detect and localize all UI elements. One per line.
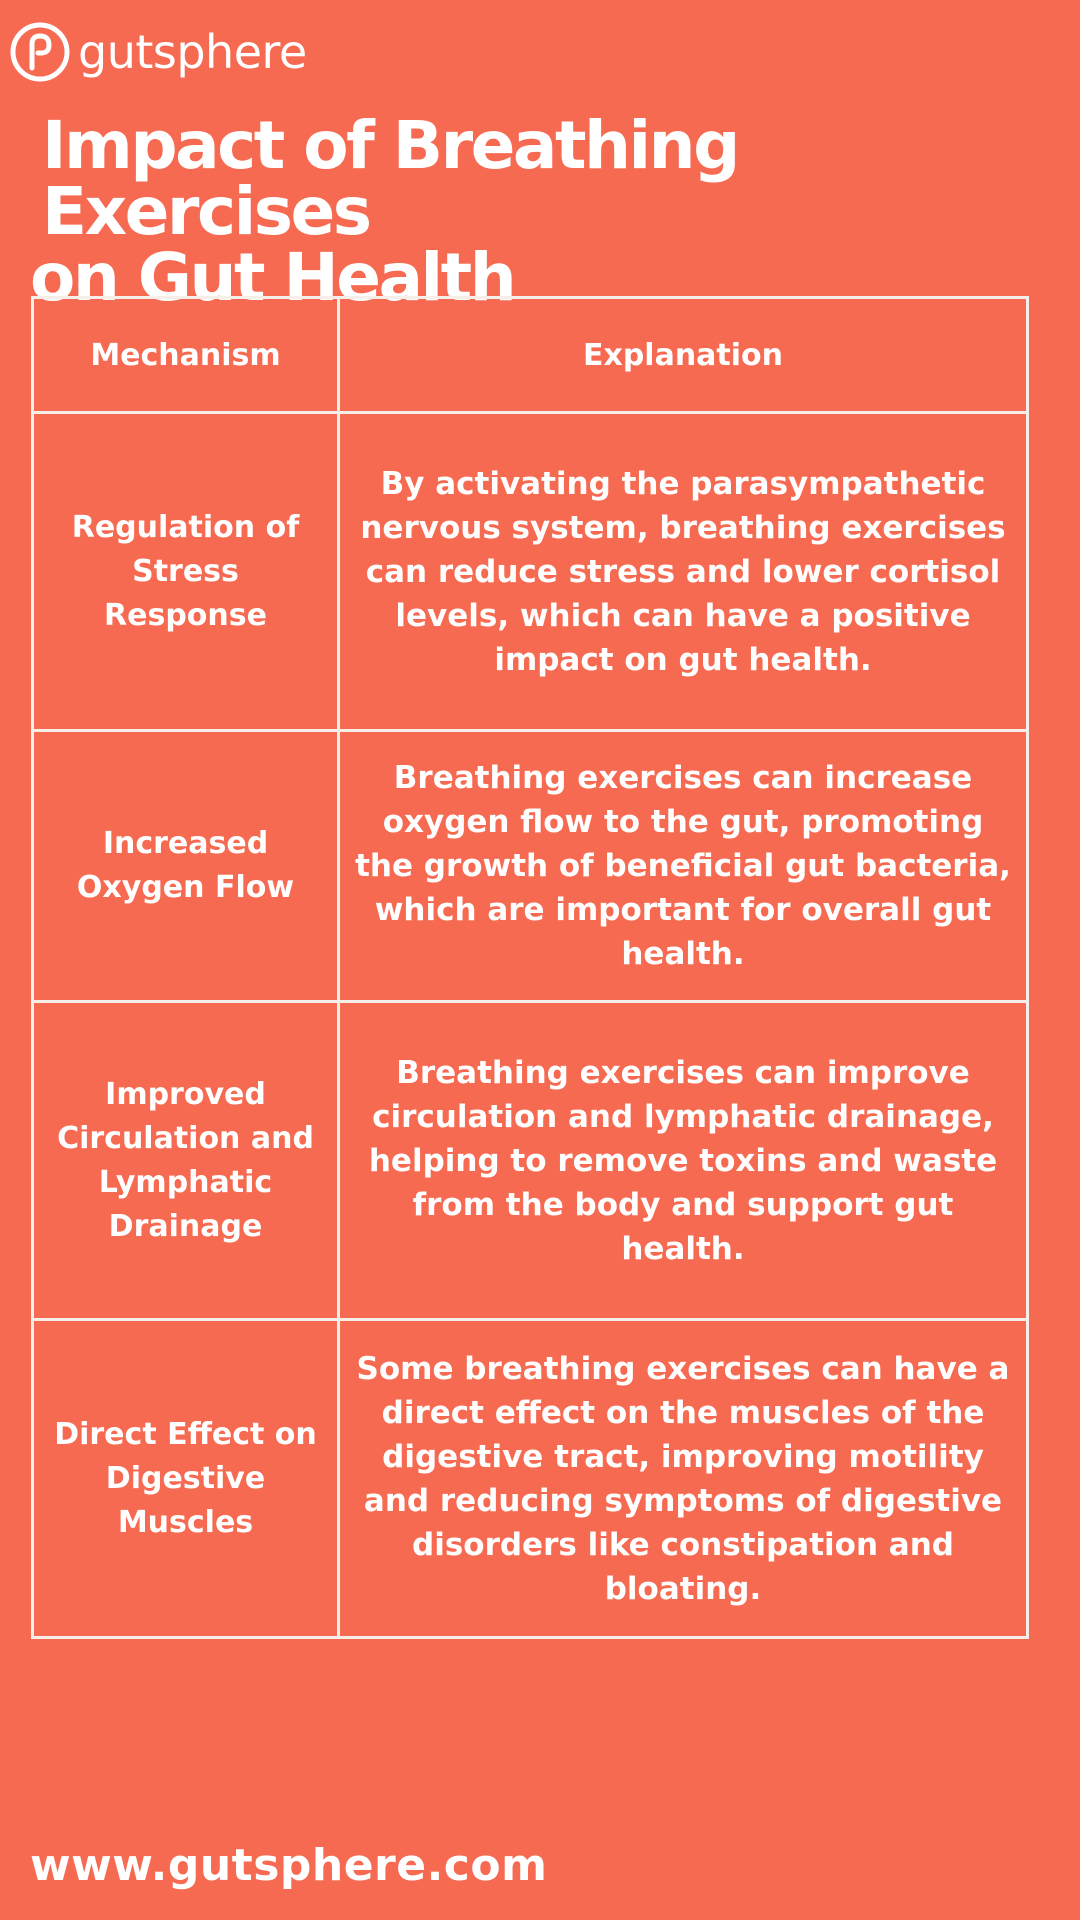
website-url: www.gutsphere.com — [30, 1840, 548, 1891]
table-row — [33, 1002, 1028, 1320]
explanation-cell: Breathing exercises can improve circulation and lymphatic drainage, helping to remove toxins and waste from the body and support gut health. — [339, 1002, 1028, 1320]
table-row — [33, 731, 1028, 1002]
title-line-1: Impact of Breathing Exercises — [42, 107, 738, 250]
table-row — [33, 413, 1028, 731]
table-row — [33, 1320, 1028, 1638]
brand-logo — [8, 20, 307, 84]
explanation-cell: Some breathing exercises can have a direct effect on the muscles of the digestive tract, improving motility and reducing symptoms of digestive disorders like constipation and bloating. — [339, 1320, 1028, 1638]
mechanism-cell: Regulation of Stress Response — [33, 413, 339, 731]
title-line-2: on Gut Health — [30, 239, 515, 316]
mechanism-cell: Improved Circulation and Lymphatic Drainage — [33, 1002, 339, 1320]
brand-name: gutsphere — [78, 25, 307, 79]
explanation-cell: By activating the parasympathetic nervous system, breathing exercises can reduce stress and lower cortisol levels, which can have a positive impact on gut health. — [339, 413, 1028, 731]
mechanism-cell: Increased Oxygen Flow — [33, 731, 339, 1002]
explanation-cell: Breathing exercises can increase oxygen flow to the gut, promoting the growth of beneficial gut bacteria, which are important for overall gut health. — [339, 731, 1028, 1002]
header-mechanism: Mechanism — [33, 298, 339, 413]
header-explanation: Explanation — [339, 298, 1028, 413]
gutsphere-logo-icon — [8, 20, 72, 84]
table-header-row — [33, 298, 1028, 413]
page-title — [30, 107, 1050, 316]
mechanism-table — [31, 296, 1029, 1639]
mechanism-cell: Direct Effect on Digestive Muscles — [33, 1320, 339, 1638]
